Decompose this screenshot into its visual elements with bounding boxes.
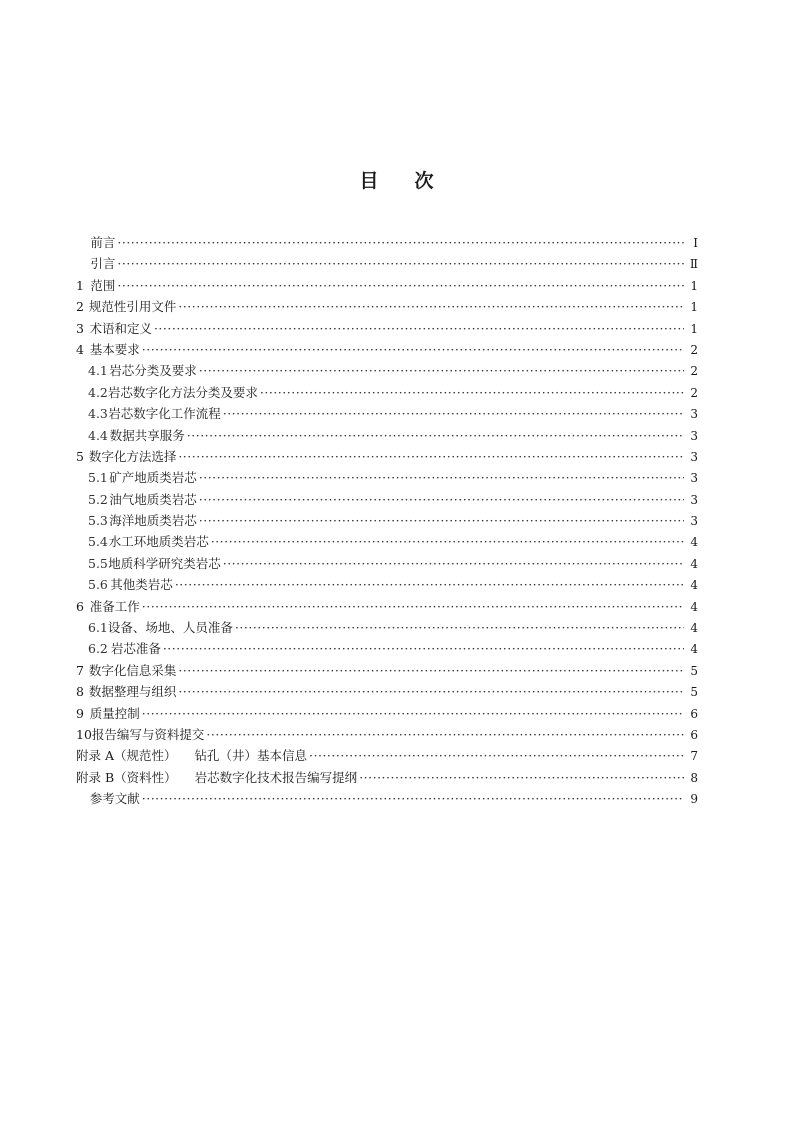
- toc-entry-page-number: 2: [690, 364, 698, 379]
- toc-dot-leader: [178, 446, 684, 467]
- toc-entry-label: 数据共享服务: [109, 427, 185, 443]
- toc-entry[interactable]: [76, 660, 698, 681]
- toc-entry-label: 参考文献: [89, 791, 140, 807]
- page-title: [0, 166, 793, 193]
- title-part-2: 次: [414, 170, 434, 192]
- toc-entry-page-number: Ⅰ: [693, 236, 698, 250]
- toc-dot-leader: [260, 382, 684, 403]
- toc-entry-label: 规范性引用文件: [88, 299, 177, 315]
- toc-entry-label: 钻孔（井）基本信息: [194, 748, 308, 764]
- toc-entry-page-number: 4: [690, 621, 698, 636]
- toc-entry-number: 1: [76, 277, 84, 293]
- toc-entry-number: 5.3: [88, 513, 108, 529]
- toc-entry-label: 数据整理与组织: [88, 684, 177, 700]
- toc-entry[interactable]: [76, 531, 698, 552]
- toc-entry-number: 4.4: [88, 427, 108, 443]
- toc-entry-label: 准备工作: [89, 598, 140, 614]
- toc-entry-number: 4: [76, 341, 84, 357]
- toc-entry[interactable]: [76, 510, 698, 531]
- toc-entry[interactable]: [76, 703, 698, 724]
- toc-entry-number: 5.5: [88, 555, 108, 571]
- toc-entry-page-number: 6: [690, 727, 698, 742]
- toc-entry[interactable]: [76, 638, 698, 659]
- toc-dot-leader: [359, 767, 684, 788]
- toc-entry-page-number: 3: [690, 514, 698, 529]
- toc-dot-leader: [211, 531, 684, 552]
- toc-entry[interactable]: [76, 360, 698, 381]
- toc-entry-number: 2: [76, 299, 84, 315]
- toc-entry[interactable]: [76, 553, 698, 574]
- toc-entry-number: 6.2: [88, 641, 108, 657]
- toc-entry[interactable]: [76, 232, 698, 253]
- title-part-1: 目: [359, 170, 379, 192]
- toc-dot-leader: [142, 788, 684, 809]
- toc-entry-label: 矿产地质类岩芯: [109, 470, 197, 486]
- toc-entry-page-number: 4: [690, 578, 698, 593]
- toc-entry[interactable]: [76, 275, 698, 296]
- toc-entry-number: 4.2: [88, 384, 108, 400]
- toc-entry[interactable]: [76, 253, 698, 274]
- toc-dot-leader: [178, 660, 684, 681]
- toc-entry-page-number: 8: [690, 770, 698, 785]
- table-of-contents: [76, 232, 698, 810]
- toc-entry-page-number: 2: [690, 342, 698, 357]
- toc-entry-label: 海洋地质类岩芯: [109, 513, 197, 529]
- toc-entry-label: 油气地质类岩芯: [109, 491, 197, 507]
- toc-entry-page-number: 3: [690, 492, 698, 507]
- toc-dot-leader: [206, 724, 684, 745]
- toc-entry[interactable]: [76, 788, 698, 809]
- toc-entry-number: 6.1: [88, 620, 108, 636]
- toc-entry[interactable]: [76, 318, 698, 339]
- toc-entry-label: 前言: [90, 235, 116, 250]
- toc-dot-leader: [309, 745, 684, 766]
- toc-dot-leader: [175, 574, 684, 595]
- toc-dot-leader: [223, 403, 684, 424]
- toc-entry-page-number: 9: [690, 792, 698, 807]
- toc-entry-number: 6: [76, 598, 84, 614]
- toc-dot-leader: [199, 467, 684, 488]
- toc-entry-label: 岩芯数字化技术报告编写提纲: [194, 769, 358, 785]
- toc-entry[interactable]: [76, 681, 698, 702]
- toc-entry-label: 数字化信息采集: [88, 662, 177, 678]
- toc-entry-label: 范围: [90, 277, 116, 293]
- toc-entry-number: 7: [76, 662, 84, 678]
- toc-entry-number: 附录 A（规范性）: [76, 748, 177, 764]
- toc-dot-leader: [199, 510, 684, 531]
- toc-dot-leader: [117, 232, 684, 253]
- toc-entry-number: 8: [76, 684, 84, 700]
- toc-entry[interactable]: [76, 467, 698, 488]
- toc-entry-page-number: 3: [690, 471, 698, 486]
- toc-entry-number: 4.1: [88, 363, 108, 379]
- toc-entry[interactable]: [76, 446, 698, 467]
- toc-entry-number: 5: [76, 448, 84, 464]
- toc-entry-page-number: 3: [690, 428, 698, 443]
- toc-entry-page-number: Ⅱ: [689, 257, 698, 272]
- toc-entry-number: 5.2: [88, 491, 108, 507]
- toc-entry-page-number: 5: [690, 663, 698, 678]
- toc-dot-leader: [163, 638, 684, 659]
- toc-entry-page-number: 4: [690, 556, 698, 571]
- toc-entry[interactable]: [76, 296, 698, 317]
- toc-entry-number: 10: [76, 726, 92, 742]
- toc-dot-leader: [199, 489, 684, 510]
- toc-entry-page-number: 5: [690, 685, 698, 700]
- toc-dot-leader: [178, 681, 684, 702]
- toc-entry[interactable]: [76, 596, 698, 617]
- toc-entry-label: 岩芯准备: [110, 641, 161, 657]
- toc-entry-number: 9: [76, 705, 84, 721]
- toc-dot-leader: [117, 253, 684, 274]
- toc-entry-page-number: 1: [690, 278, 698, 293]
- toc-entry-label: 基本要求: [89, 341, 140, 357]
- toc-entry-number: 5.6: [88, 577, 108, 593]
- toc-entry[interactable]: [76, 382, 698, 403]
- toc-entry-label: 引言: [90, 256, 116, 272]
- toc-entry-page-number: 3: [690, 449, 698, 464]
- toc-dot-leader: [178, 296, 684, 317]
- toc-entry-number: 5.4: [88, 534, 108, 550]
- toc-entry[interactable]: [76, 617, 698, 638]
- toc-entry-page-number: 1: [690, 321, 698, 336]
- toc-dot-leader: [154, 318, 684, 339]
- toc-entry-label: 术语和定义: [89, 320, 152, 336]
- toc-entry-label: 设备、场地、人员准备: [107, 620, 233, 636]
- toc-entry[interactable]: [76, 339, 698, 360]
- toc-entry-page-number: 1: [690, 300, 698, 315]
- toc-entry[interactable]: [76, 425, 698, 446]
- toc-entry[interactable]: [76, 574, 698, 595]
- toc-entry-page-number: 4: [690, 642, 698, 657]
- toc-entry-label: 质量控制: [89, 705, 140, 721]
- toc-entry-number: 3: [76, 320, 84, 336]
- toc-entry-label: 报告编写与资料提交: [91, 726, 205, 742]
- toc-dot-leader: [142, 339, 684, 360]
- toc-dot-leader: [199, 360, 684, 381]
- toc-entry[interactable]: [76, 724, 698, 745]
- toc-entry-page-number: 2: [690, 385, 698, 400]
- toc-entry[interactable]: [76, 489, 698, 510]
- toc-entry-number: 4.3: [88, 406, 108, 422]
- toc-entry-label: 其他类岩芯: [110, 577, 173, 593]
- toc-dot-leader: [117, 275, 684, 296]
- toc-entry-label: 地质科学研究类岩芯: [108, 555, 221, 571]
- toc-entry-page-number: 3: [690, 407, 698, 422]
- toc-dot-leader: [142, 596, 684, 617]
- toc-entry[interactable]: [76, 403, 698, 424]
- toc-entry[interactable]: [76, 767, 698, 788]
- toc-entry-page-number: 7: [690, 749, 698, 764]
- toc-entry-number: 5.1: [88, 470, 108, 486]
- toc-entry-page-number: 4: [690, 599, 698, 614]
- toc-dot-leader: [187, 425, 684, 446]
- toc-entry-page-number: 6: [690, 706, 698, 721]
- toc-dot-leader: [235, 617, 684, 638]
- toc-entry-label: 岩芯分类及要求: [109, 363, 197, 379]
- toc-dot-leader: [223, 553, 684, 574]
- toc-dot-leader: [142, 703, 684, 724]
- toc-entry[interactable]: [76, 745, 698, 766]
- toc-entry-label: 岩芯数字化工作流程: [108, 406, 221, 422]
- toc-entry-label: 岩芯数字化方法分类及要求: [107, 384, 258, 400]
- toc-entry-label: 数字化方法选择: [88, 448, 177, 464]
- toc-entry-page-number: 4: [690, 535, 698, 550]
- toc-entry-number: 附录 B（资料性）: [76, 769, 177, 785]
- toc-entry-label: 水工环地质类岩芯: [108, 534, 209, 550]
